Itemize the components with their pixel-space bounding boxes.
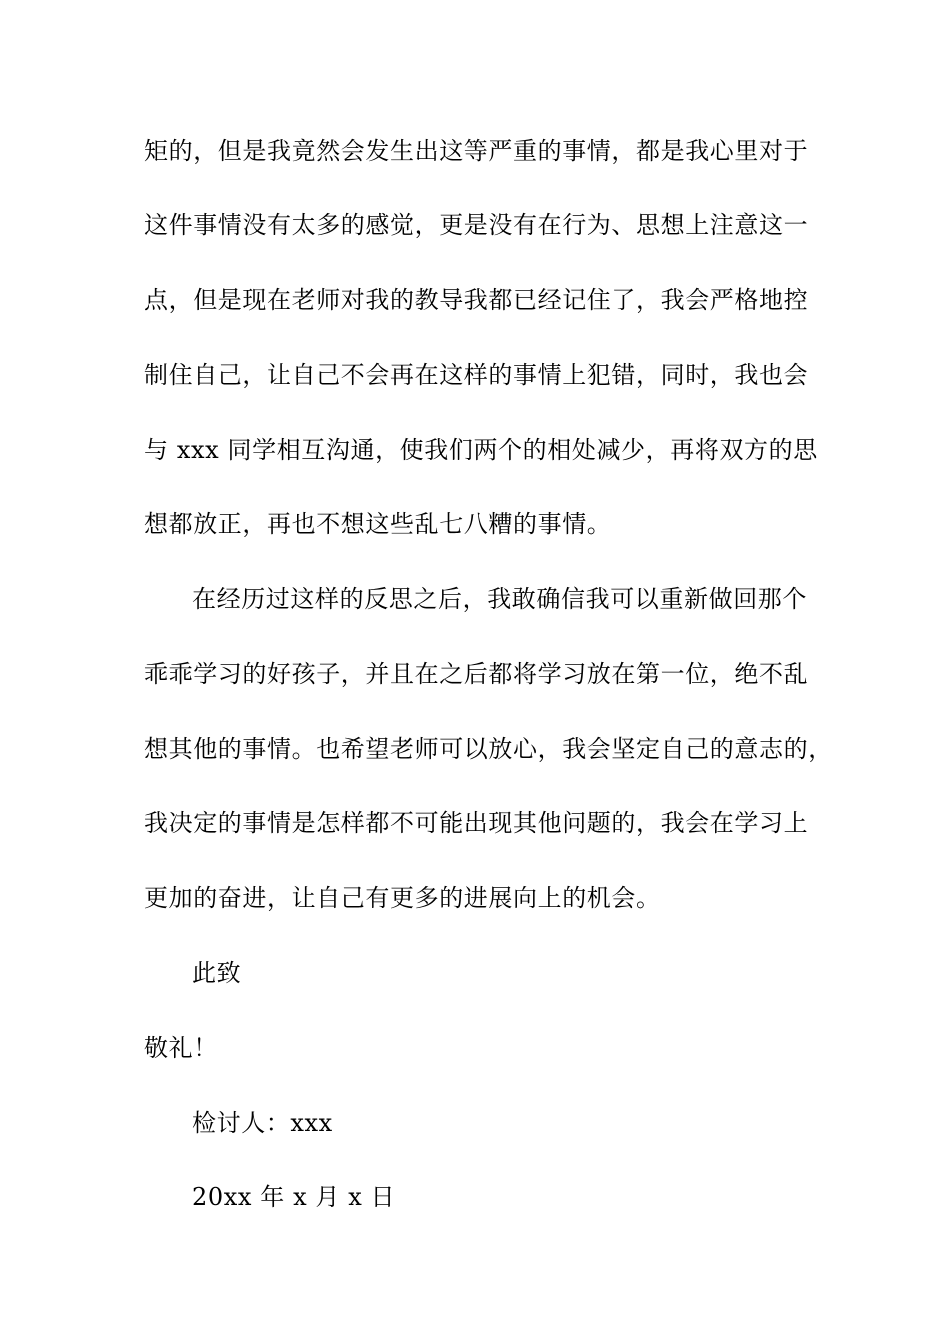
salutation-text: 敬礼！ [144, 1034, 218, 1062]
closing-text: 此致 [192, 959, 242, 987]
paragraph-2-line-2: 乖乖学习的好孩子，并且在之后都将学习放在第一位，绝不乱 [144, 660, 809, 688]
paragraph-1-line-2: 这件事情没有太多的感觉，更是没有在行为、思想上注意这一 [144, 211, 809, 239]
paragraph-2-line-3: 想其他的事情。也希望老师可以放心，我会坚定自己的意志的， [144, 735, 833, 763]
paragraph-2-line-5: 更加的奋进，让自己有更多的进展向上的机会。 [144, 884, 661, 912]
paragraph-1-line-1: 矩的，但是我竟然会发生出这等严重的事情，都是我心里对于 [144, 137, 809, 165]
paragraph-2-line-1: 在经历过这样的反思之后，我敢确信我可以重新做回那个 [192, 585, 807, 613]
date-line: 20xx 年 x 月 x 日 [192, 1183, 396, 1211]
paragraph-2-line-4: 我决定的事情是怎样都不可能出现其他问题的，我会在学习上 [144, 809, 809, 837]
paragraph-1-line-6: 想都放正，再也不想这些乱七八糟的事情。 [144, 510, 612, 538]
paragraph-1-line-4: 制住自己，让自己不会再在这样的事情上犯错，同时，我也会 [144, 361, 809, 389]
paragraph-1-line-3: 点，但是现在老师对我的教导我都已经记住了，我会严格地控 [144, 286, 809, 314]
paragraph-1-line-5: 与 xxx 同学相互沟通，使我们两个的相处减少，再将双方的思 [144, 436, 818, 464]
signature-line: 检讨人：xxx [192, 1109, 333, 1137]
